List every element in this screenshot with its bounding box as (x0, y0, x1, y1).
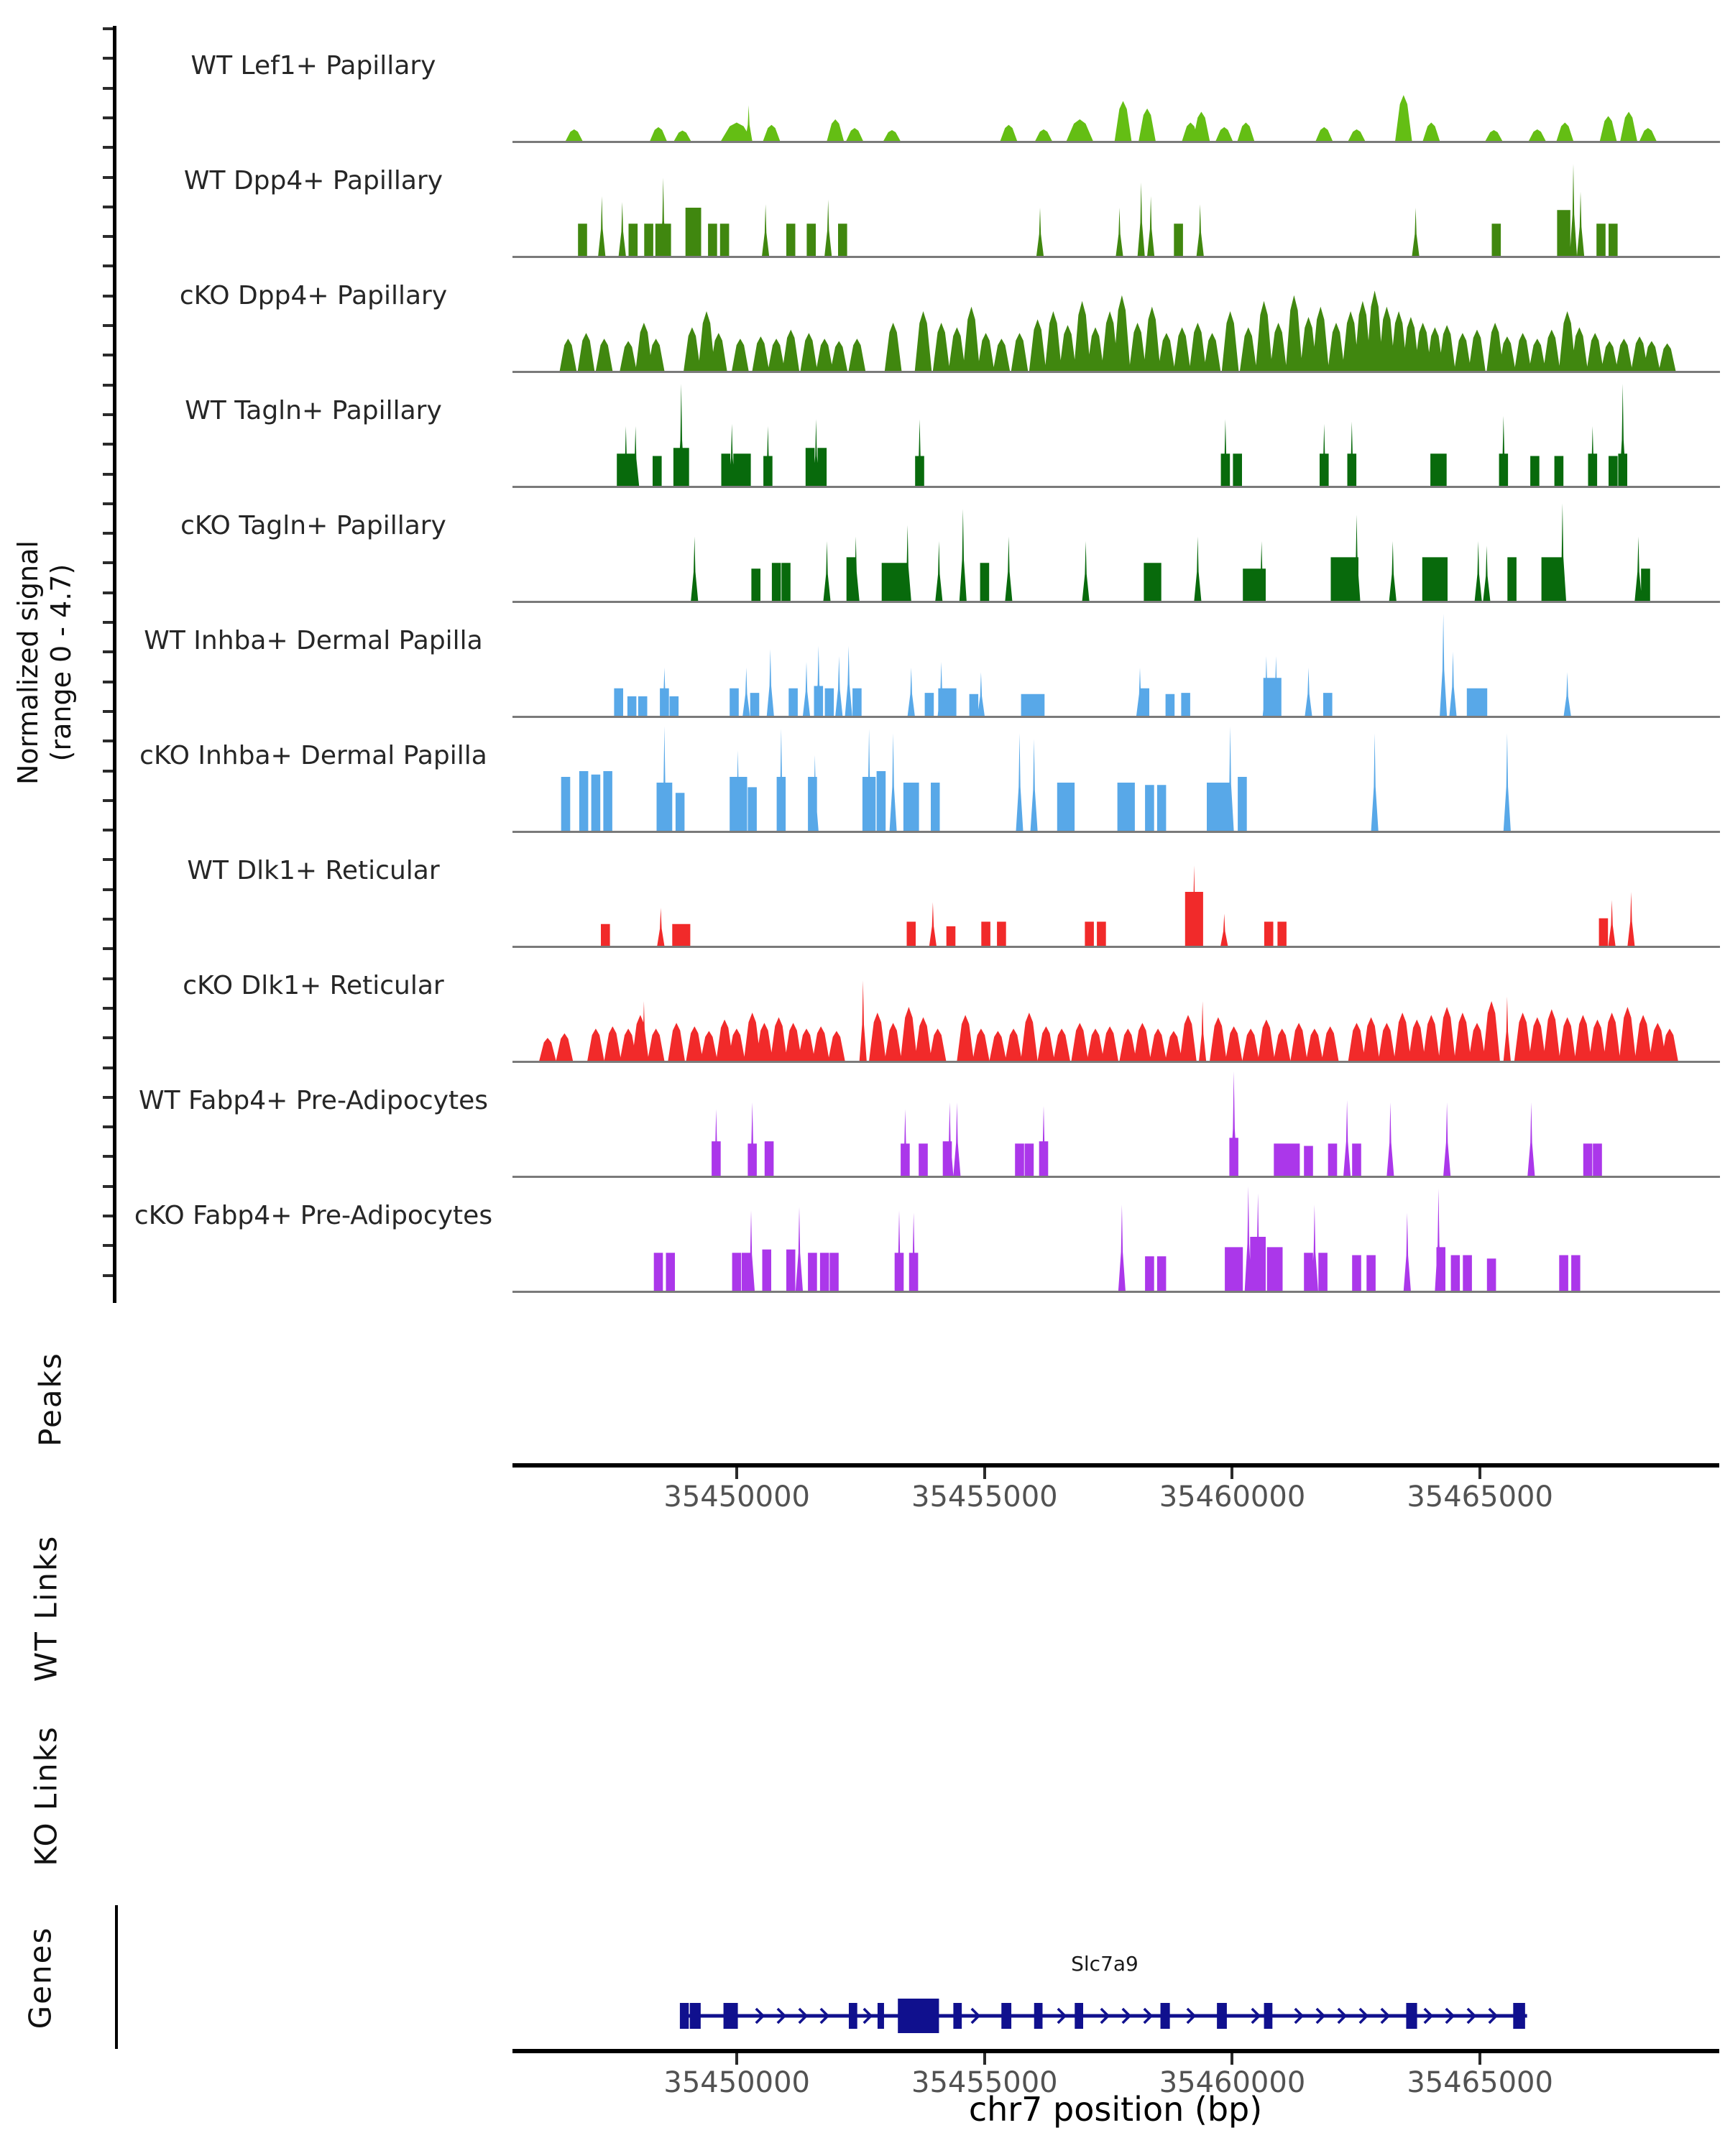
axis-tick-label: 35455000 (911, 1480, 1058, 1514)
y-axis-tick (103, 1007, 113, 1010)
y-axis-tick (103, 1036, 113, 1039)
gene-exon (680, 2003, 689, 2029)
axis-tick-label: 35460000 (1159, 1480, 1306, 1514)
y-axis-tick (103, 324, 113, 327)
axis-tick-label: 35465000 (1407, 1480, 1553, 1514)
signal-peaks (614, 614, 1570, 716)
ylabel-line2: (range 0 - 4.7) (45, 563, 77, 762)
gene-exon (1406, 2003, 1417, 2029)
signal-peaks (601, 865, 1634, 946)
wt-links-section-label: WT Links (28, 1534, 64, 1682)
y-axis-tick (103, 27, 113, 30)
axis-tick (1230, 1468, 1233, 1479)
signal-peaks (560, 290, 1676, 371)
y-axis-tick (103, 681, 113, 683)
signal-peaks (539, 980, 1678, 1061)
y-axis-tick (103, 235, 113, 238)
y-axis-tick (103, 591, 113, 594)
coverage-track-signal (512, 148, 1720, 260)
y-axis-tick (103, 888, 113, 891)
genes-section-label: Genes (22, 1926, 58, 2030)
y-axis-tick (103, 561, 113, 564)
peaks-axis-line (512, 1463, 1719, 1468)
gene-model (512, 1973, 1720, 2059)
gene-exon (1161, 2003, 1170, 2029)
ko-links-section-label: KO Links (28, 1726, 64, 1866)
track-baseline (512, 946, 1720, 948)
axis-tick (735, 1468, 738, 1479)
signal-peaks (712, 1072, 1602, 1176)
track-label: cKO Tagln+ Papillary (180, 511, 446, 540)
y-axis-tick (103, 502, 113, 505)
gene-exon (1217, 2003, 1227, 2029)
genome-x-axis-title: chr7 position (bp) (968, 2090, 1263, 2129)
track-label: cKO Dlk1+ Reticular (183, 971, 444, 1000)
gene-name-label: Slc7a9 (1071, 1952, 1138, 1976)
track-baseline (512, 486, 1720, 488)
track-label: cKO Fabp4+ Pre-Adipocytes (134, 1201, 493, 1230)
axis-tick (735, 2053, 738, 2065)
gene-exon (724, 2003, 738, 2029)
gene-exon (1075, 2003, 1083, 2029)
y-axis-tick (103, 354, 113, 356)
axis-tick (1478, 2053, 1481, 2065)
signal-peaks (654, 1187, 1581, 1291)
coverage-track-signal (512, 608, 1720, 720)
signal-peaks (691, 503, 1650, 601)
coverage-track-signal (512, 378, 1720, 490)
track-label: WT Dpp4+ Papillary (183, 166, 443, 195)
y-axis-tick (103, 384, 113, 387)
genes-y-axis-line (115, 1905, 118, 2049)
coverage-track-signal (512, 1068, 1720, 1180)
coverage-track-signal (512, 263, 1720, 375)
y-axis-tick (103, 621, 113, 624)
y-axis-tick (103, 1155, 113, 1158)
y-axis-tick (103, 87, 113, 90)
coverage-track-signal (512, 723, 1720, 835)
genome-x-axis-line (512, 2049, 1719, 2053)
y-axis-tick (103, 829, 113, 831)
axis-tick-label: 35465000 (1407, 2066, 1553, 2099)
axis-tick-label: 35455000 (911, 2066, 1058, 2099)
gene-exon (898, 1999, 939, 2033)
axis-tick (983, 2053, 986, 2065)
y-axis-tick (103, 1244, 113, 1247)
track-baseline (512, 601, 1720, 603)
track-label: WT Lef1+ Papillary (190, 51, 436, 80)
gene-exon (690, 2003, 701, 2029)
y-axis-tick (103, 918, 113, 921)
track-label: WT Tagln+ Papillary (185, 396, 442, 425)
track-baseline (512, 1291, 1720, 1293)
y-axis-tick (103, 1125, 113, 1128)
y-axis-tick (103, 1067, 113, 1069)
y-axis-tick (103, 206, 113, 208)
coverage-track-signal (512, 493, 1720, 605)
track-baseline (512, 256, 1720, 258)
track-baseline (512, 371, 1720, 373)
gene-exon (953, 2003, 962, 2029)
y-axis-tick (103, 116, 113, 119)
y-axis-tick (103, 146, 113, 149)
signal-peaks (561, 727, 1511, 831)
coverage-track-signal (512, 1183, 1720, 1295)
y-axis-tick (103, 710, 113, 713)
y-axis-tick (103, 473, 113, 476)
coverage-track-signal (512, 838, 1720, 950)
axis-tick-label: 35450000 (663, 1480, 810, 1514)
gene-exon (849, 2003, 857, 2029)
signal-y-axis-label (12, 540, 78, 785)
axis-tick-label: 35450000 (663, 2066, 810, 2099)
track-baseline (512, 1176, 1720, 1178)
gene-exon (1264, 2003, 1273, 2029)
signal-peaks (578, 164, 1617, 256)
y-axis-tick (103, 947, 113, 950)
track-label: WT Fabp4+ Pre-Adipocytes (139, 1086, 488, 1115)
axis-tick (1478, 1468, 1481, 1479)
gene-exon (1034, 2003, 1043, 2029)
track-label: WT Dlk1+ Reticular (187, 856, 440, 885)
axis-tick-label: 35460000 (1159, 2066, 1306, 2099)
y-axis-tick (103, 1185, 113, 1188)
track-baseline (512, 141, 1720, 143)
signal-peaks (617, 384, 1627, 486)
coverage-track-signal (512, 33, 1720, 145)
y-axis-tick (103, 264, 113, 267)
y-axis-tick (103, 799, 113, 802)
gene-exon (1513, 2003, 1525, 2029)
track-label: cKO Dpp4+ Papillary (179, 281, 448, 310)
coverage-track-signal (512, 953, 1720, 1065)
gene-model-svg (512, 1973, 1720, 2059)
track-baseline (512, 716, 1720, 718)
axis-tick (1230, 2053, 1233, 2065)
track-baseline (512, 831, 1720, 833)
ylabel-line1: Normalized signal (12, 540, 44, 785)
y-axis-tick (103, 443, 113, 446)
axis-tick (983, 1468, 986, 1479)
gene-exon (878, 2003, 884, 2029)
peaks-section-label: Peaks (32, 1352, 68, 1447)
track-baseline (512, 1061, 1720, 1063)
y-axis-tick (103, 1274, 113, 1277)
track-label: cKO Inhba+ Dermal Papilla (139, 741, 487, 770)
gene-exon (1001, 2003, 1011, 2029)
signal-peaks (566, 95, 1657, 141)
track-label: WT Inhba+ Dermal Papilla (144, 626, 483, 655)
